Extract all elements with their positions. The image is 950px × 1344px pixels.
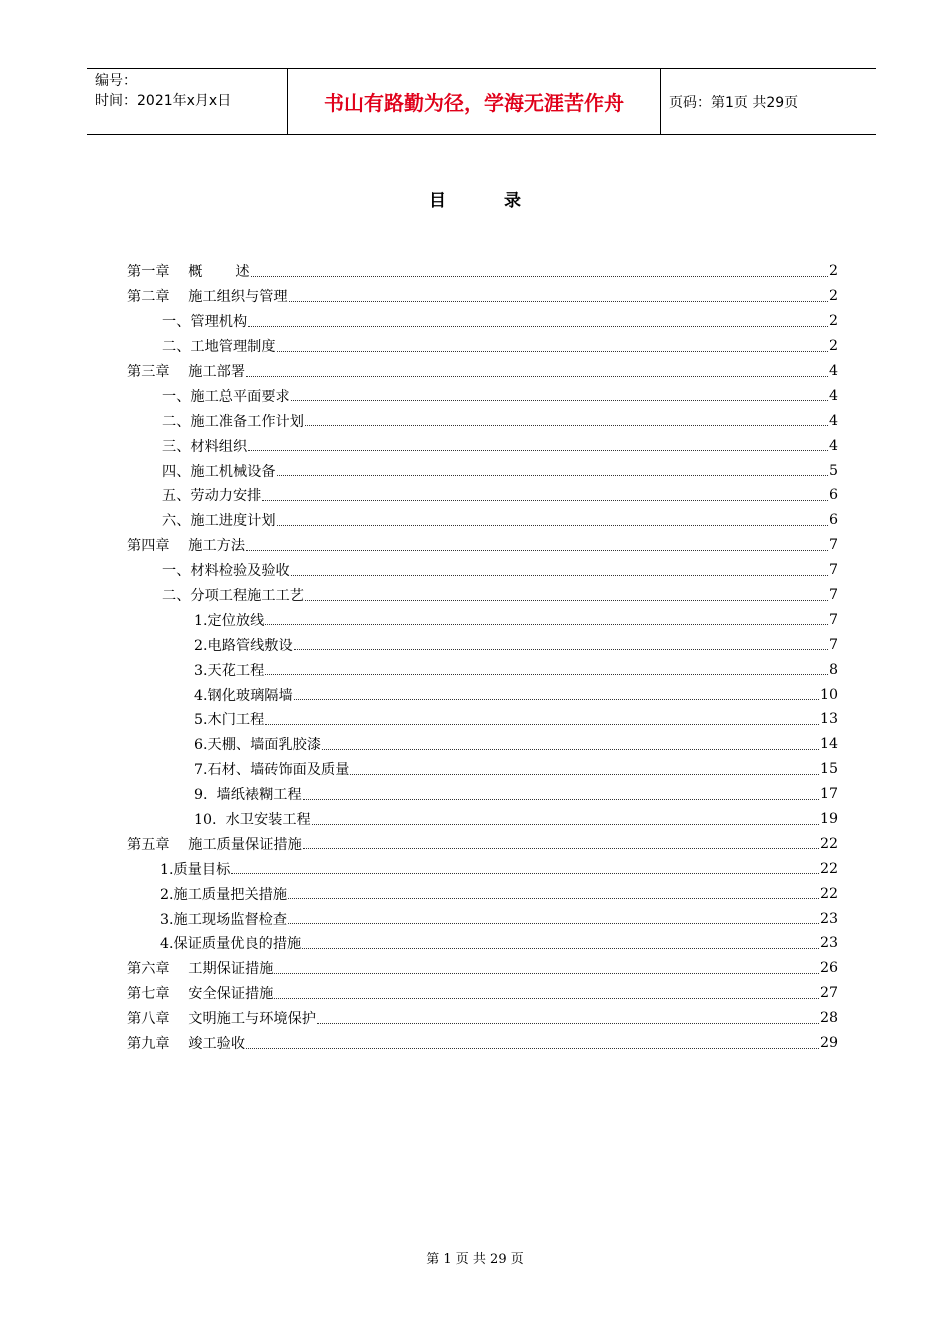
toc-entry-title: 第二章 施工组织与管理 (127, 289, 288, 306)
toc-entry[interactable] (127, 956, 838, 981)
toc-entry-title: 五、劳动力安排 (162, 488, 262, 505)
toc-leader-dots (350, 774, 819, 775)
toc-entry-title: 10. 水卫安装工程 (194, 812, 311, 829)
header-meta (87, 69, 287, 134)
page-title: 目录 (429, 191, 579, 211)
toc-entry-title: 9. 墙纸裱糊工程 (194, 787, 302, 804)
toc-entry-title: 第八章 文明施工与环境保护 (127, 1011, 316, 1028)
header-motto: 书山有路勤为径，学海无涯苦作舟 (287, 69, 661, 134)
toc-entry-title: 二、工地管理制度 (162, 339, 276, 356)
toc-leader-dots (274, 973, 819, 974)
toc-leader-dots (305, 600, 828, 601)
toc-leader-dots (248, 450, 828, 451)
toc-leader-dots (246, 550, 828, 551)
toc-leader-dots (317, 1023, 819, 1024)
toc-leader-dots (294, 699, 819, 700)
toc-entry-page: 7 (828, 611, 838, 628)
toc-leader-dots (288, 898, 819, 899)
toc-entry-title: 5.木门工程 (194, 712, 265, 729)
toc-entry-page: 4 (828, 387, 838, 404)
toc-entry-page: 17 (819, 786, 838, 803)
toc-entry[interactable] (127, 433, 838, 458)
toc-entry-page: 22 (819, 860, 838, 877)
toc-entry-title: 4.钢化玻璃隔墙 (194, 687, 293, 704)
toc-entry[interactable] (127, 881, 838, 906)
toc-leader-dots (303, 848, 819, 849)
toc-entry-title: 六、施工进度计划 (162, 513, 276, 530)
toc-leader-dots (303, 799, 819, 800)
toc-entry-title: 第五章 施工质量保证措施 (127, 836, 302, 853)
toc-leader-dots (251, 276, 828, 277)
toc-entry-title: 1.定位放线 (194, 612, 265, 629)
toc-entry[interactable] (127, 757, 838, 782)
toc-entry[interactable] (127, 632, 838, 657)
toc-entry-title: 2.电路管线敷设 (194, 637, 293, 654)
toc-entry-page: 6 (828, 512, 838, 529)
toc-entry-title: 第九章 竣工验收 (127, 1036, 246, 1053)
toc-entry[interactable] (127, 533, 838, 558)
toc-entry-page: 6 (828, 487, 838, 504)
toc-entry-title: 第七章 安全保证措施 (127, 986, 274, 1003)
toc-entry-page: 23 (819, 935, 838, 952)
toc-entry-title: 第一章 概 述 (127, 264, 250, 281)
toc-leader-dots (322, 749, 819, 750)
toc-entry[interactable] (127, 558, 838, 583)
toc-entry[interactable] (127, 831, 838, 856)
toc-entry-title: 1.质量目标 (160, 861, 231, 878)
toc-entry[interactable] (127, 383, 838, 408)
time-label: 时间：2021年x月x日 (95, 93, 232, 109)
toc-entry[interactable] (127, 807, 838, 832)
toc-entry[interactable] (127, 981, 838, 1006)
toc-entry-page: 26 (819, 960, 838, 977)
toc-entry[interactable] (127, 856, 838, 881)
toc-entry-title: 第四章 施工方法 (127, 538, 246, 555)
toc-entry-title: 3.施工现场监督检查 (160, 911, 288, 928)
toc-entry-page: 22 (819, 885, 838, 902)
toc-leader-dots (277, 351, 828, 352)
toc-leader-dots (302, 948, 819, 949)
toc-leader-dots (265, 624, 828, 625)
toc-leader-dots (312, 824, 819, 825)
toc-leader-dots (246, 376, 828, 377)
toc-entry[interactable] (127, 607, 838, 632)
toc-leader-dots (262, 500, 828, 501)
toc-entry[interactable] (127, 906, 838, 931)
toc-entry[interactable] (127, 259, 838, 284)
toc-entry-page: 2 (828, 288, 838, 305)
page-footer: 第 1 页 共 29 页 (426, 1252, 524, 1267)
toc-entry-page: 14 (819, 736, 838, 753)
toc-leader-dots (305, 425, 828, 426)
toc-entry-title: 二、施工准备工作计划 (162, 413, 304, 430)
toc-entry-page: 4 (828, 363, 838, 379)
toc-entry-page: 2 (828, 263, 838, 280)
toc-entry-page: 2 (828, 338, 838, 355)
toc-entry-page: 8 (828, 661, 838, 678)
toc-leader-dots (265, 674, 828, 675)
toc-entry-title: 一、管理机构 (162, 314, 248, 331)
toc-entry-title: 四、施工机械设备 (162, 463, 276, 480)
toc-entry-page: 15 (819, 761, 838, 778)
toc-entry-page: 13 (819, 711, 838, 728)
toc-entry-page: 2 (828, 313, 838, 330)
toc-entry-title: 4.保证质量优良的措施 (160, 936, 302, 953)
toc-entry-page: 7 (828, 537, 838, 554)
toc-leader-dots (288, 923, 819, 924)
toc-entry[interactable] (127, 309, 838, 334)
toc-entry-title: 7.石材、墙砖饰面及质量 (194, 762, 350, 779)
toc-entry-page: 4 (828, 437, 838, 454)
toc-entry[interactable] (127, 359, 838, 384)
toc-entry[interactable] (127, 707, 838, 732)
header-page-info: 页码：第1页 共29页 (669, 94, 799, 111)
toc-entry[interactable] (127, 682, 838, 707)
toc-entry[interactable] (127, 284, 838, 309)
toc-entry-page: 7 (828, 562, 838, 579)
toc-entry-page: 28 (819, 1010, 838, 1027)
toc-leader-dots (274, 998, 819, 999)
toc-entry[interactable] (127, 408, 838, 433)
toc-entry-page: 10 (819, 686, 838, 703)
toc-entry-title: 一、材料检验及验收 (162, 563, 290, 580)
toc-leader-dots (277, 475, 828, 476)
toc-entry-title: 第三章 施工部署 (127, 364, 246, 380)
toc-entry-title: 三、材料组织 (162, 438, 248, 455)
toc-entry-page: 7 (828, 636, 838, 653)
toc-leader-dots (294, 649, 828, 650)
toc-entry[interactable] (127, 1031, 838, 1056)
toc-entry-title: 2.施工质量把关措施 (160, 886, 288, 903)
toc-entry-title: 第六章 工期保证措施 (127, 961, 274, 978)
toc-entry-page: 4 (828, 412, 838, 429)
toc-leader-dots (291, 400, 828, 401)
toc-entry[interactable] (127, 1006, 838, 1031)
table-of-contents (127, 259, 838, 1056)
toc-leader-dots (277, 525, 828, 526)
toc-entry-page: 23 (819, 910, 838, 927)
toc-entry-page: 7 (828, 587, 838, 604)
toc-entry[interactable] (127, 931, 838, 956)
toc-entry[interactable] (127, 732, 838, 757)
toc-entry-title: 一、施工总平面要求 (162, 388, 290, 405)
toc-leader-dots (265, 724, 819, 725)
toc-entry[interactable] (127, 483, 838, 508)
toc-entry-page: 27 (819, 985, 838, 1002)
toc-entry-page: 5 (828, 462, 838, 479)
toc-entry-title: 二、分项工程施工工艺 (162, 588, 304, 605)
number-label: 编号： (95, 73, 137, 89)
toc-leader-dots (231, 873, 819, 874)
toc-entry-page: 19 (819, 811, 838, 828)
toc-entry-title: 6.天棚、墙面乳胶漆 (194, 737, 322, 754)
toc-entry[interactable] (127, 782, 838, 807)
toc-leader-dots (246, 1048, 819, 1049)
toc-entry[interactable] (127, 508, 838, 533)
toc-entry[interactable] (127, 458, 838, 483)
toc-leader-dots (289, 301, 828, 302)
toc-entry[interactable] (127, 657, 838, 682)
toc-entry[interactable] (127, 583, 838, 608)
toc-entry-page: 22 (819, 835, 838, 852)
toc-entry-title: 3.天花工程 (194, 662, 265, 679)
toc-entry[interactable] (127, 334, 838, 359)
toc-leader-dots (248, 326, 828, 327)
toc-leader-dots (291, 575, 828, 576)
toc-entry-page: 29 (819, 1035, 838, 1052)
page-header (87, 68, 876, 135)
